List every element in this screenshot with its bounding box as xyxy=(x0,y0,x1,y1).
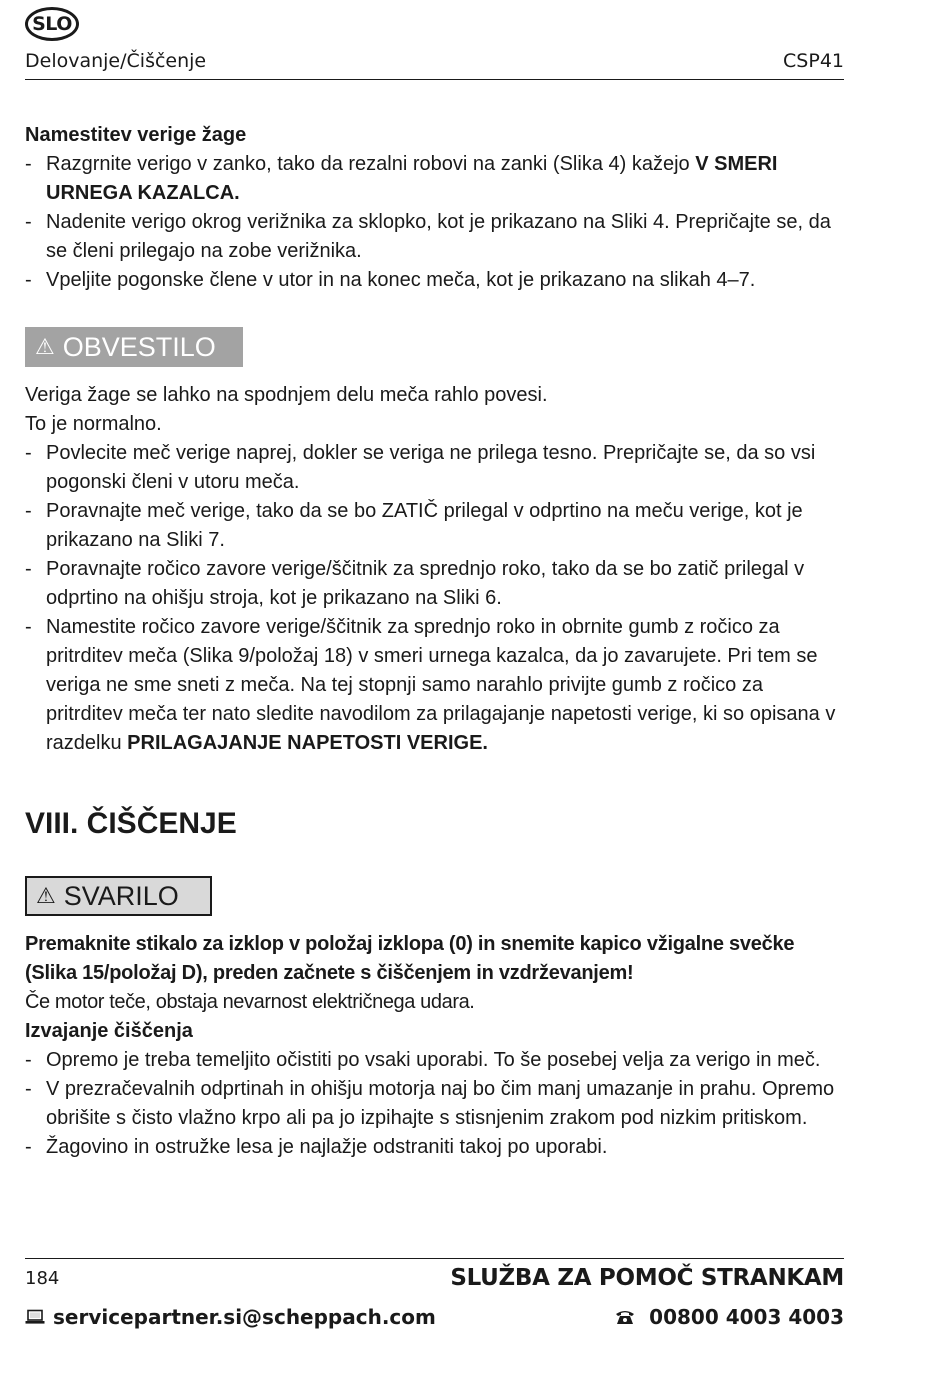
email-link[interactable]: servicepartner.si@scheppach.com xyxy=(53,1305,436,1329)
list-item: - V prezračevalnih odprtinah in ohišju motorja naj bo čim manj umazanje in prahu. Opremo obrišite s čisto vlažno krpo ali pa jo izpihajte s stisnjenim zrakom pod nizkim pritiskom. xyxy=(25,1075,845,1133)
section-label: Delovanje/Čiščenje xyxy=(25,50,207,72)
notice-section xyxy=(25,381,845,758)
list-item-text: Povlecite meč verige naprej, dokler se veriga ne prilega tesno. Prepričajte se, da so vsi pogonski členi v utoru meča. xyxy=(46,442,816,493)
list-item: - Opremo je treba temeljito očistiti po vsaki uporabi. To še posebej velja za verigo in meč. xyxy=(25,1046,845,1075)
list-item-text: Razgrnite verigo v zanko, tako da rezalni robovi na zanki (Slika 4) kažejo xyxy=(46,153,696,175)
list-item-text: Namestite ročico zavore verige/ščitnik za sprednjo roko in obrnite gumb z ročico za pritrditev meča (Slika 9/položaj 18) v smeri urnega kazalca, da jo zavarujete. Pri tem se veriga ne sme sneti z meča. Na tej stopnji samo narahlo privijte gumb z ročico za pritrditev meča ter nato sledite navodilom za prilagajanje napetosti verige, ki so opisana v razdelku xyxy=(46,616,836,754)
list-item-text: Opremo je treba temeljito očistiti po vsaki uporabi. To še posebej velja za verigo in meč. xyxy=(46,1049,821,1071)
phone-row xyxy=(615,1305,844,1329)
list-item: - Povlecite meč verige naprej, dokler se veriga ne prilega tesno. Prepričajte se, da so vsi pogonski členi v utoru meča. xyxy=(25,439,845,497)
list-item: - Žagovino in ostružke lesa je najlažje odstraniti takoj po uporabi. xyxy=(25,1133,845,1162)
notice-line: Veriga žage se lahko na spodnjem delu meča rahlo povesi. xyxy=(25,384,548,406)
section-title: VIII. ČIŠČENJE xyxy=(25,807,237,840)
phone-number[interactable]: 00800 4003 4003 xyxy=(649,1305,844,1329)
list-item-text: Poravnajte ročico zavore verige/ščitnik za sprednjo roko, tako da se bo zatič prilegal v odprtino na ohišju stroja, kot je prikazano na Sliki 6. xyxy=(46,558,805,609)
chain-install-section xyxy=(25,121,845,295)
notice-label: OBVESTILO xyxy=(62,331,216,362)
list-item-text: Vpeljite pogonske člene v utor in na konec meča, kot je prikazano na slikah 4–7. xyxy=(46,269,756,291)
warning-statement: Premaknite stikalo za izklop v položaj izklopa (0) in snemite kapico vžigalne svečke (Slika 15/položaj D), preden začnete s čiščenjem in vzdrževanjem! xyxy=(25,933,795,984)
list-item: - Razgrnite verigo v zanko, tako da rezalni robovi na zanki (Slika 4) kažejo V SMERI URNEGA KAZALCA. xyxy=(25,153,778,204)
footer-divider xyxy=(25,1258,844,1259)
notice-box xyxy=(25,327,243,367)
list-item-emphasis: PRILAGAJANJE NAPETOSTI VERIGE. xyxy=(127,732,488,754)
list-item: - Poravnajte meč verige, tako da se bo ZATIČ prilegal v odprtino na meču verige, kot je prikazano na Sliki 7. xyxy=(25,497,845,555)
list-item: - Poravnajte ročico zavore verige/ščitnik za sprednjo roko, tako da se bo zatič prilegal v odprtino na ohišju stroja, kot je prikazano na Sliki 6. xyxy=(25,555,845,613)
list-item: - Namestite ročico zavore verige/ščitnik za sprednjo roko in obrnite gumb z ročico za pritrditev meča (Slika 9/položaj 18) v smeri urnega kazalca, da jo zavarujete. Pri tem se veriga ne sme sneti z meča. Na tej stopnji samo narahlo privijte gumb z ročico za pritrditev meča ter nato sledite navodilom za prilagajanje napetosti verige, ki so opisana v razdelku PRILAGAJANJE NAPETOSTI VERIGE. xyxy=(25,616,836,754)
email-row xyxy=(25,1305,436,1329)
warning-triangle-icon: ⚠ xyxy=(36,883,56,908)
cleaning-section xyxy=(25,930,845,1162)
warning-text: Če motor teče, obstaja nevarnost električnega udara. xyxy=(25,991,475,1013)
list-item-text: Poravnajte meč verige, tako da se bo ZATIČ prilegal v odprtino na meču verige, kot je prikazano na Sliki 7. xyxy=(46,500,803,551)
list-item-text: Žagovino in ostružke lesa je najlažje odstraniti takoj po uporabi. xyxy=(46,1136,608,1158)
notice-line: To je normalno. xyxy=(25,413,162,435)
list-item-text: V prezračevalnih odprtinah in ohišju motorja naj bo čim manj umazanje in prahu. Opremo obrišite s čisto vlažno krpo ali pa jo izpihajte s stisnjenim zrakom pod nizkim pritiskom. xyxy=(46,1078,835,1129)
telephone-icon xyxy=(615,1309,635,1325)
cleaning-subheading: Izvajanje čiščenja xyxy=(25,1020,193,1042)
warning-triangle-icon: ⚠ xyxy=(35,334,55,359)
service-title: SLUŽBA ZA POMOČ STRANKAM xyxy=(450,1265,844,1291)
list-item: - Vpeljite pogonske člene v utor in na konec meča, kot je prikazano na slikah 4–7. xyxy=(25,266,845,295)
chain-install-heading: Namestitev verige žage xyxy=(25,124,247,146)
list-item: - Nadenite verigo okrog verižnika za sklopko, kot je prikazano na Sliki 4. Prepričajte se, da se členi prilegajo na zobe verižnika. xyxy=(25,208,845,266)
warning-box xyxy=(25,876,212,916)
warning-label: SVARILO xyxy=(63,880,179,911)
header-divider xyxy=(25,79,844,80)
list-item-text: Nadenite verigo okrog verižnika za sklopko, kot je prikazano na Sliki 4. Prepričajte se, da se členi prilegajo na zobe verižnika. xyxy=(46,211,831,262)
list-item-emphasis: V SMERI URNEGA KAZALCA. xyxy=(46,153,778,204)
model-label: CSP41 xyxy=(783,50,844,72)
page-number: 184 xyxy=(25,1268,60,1289)
language-badge: SLO xyxy=(25,7,79,41)
laptop-icon xyxy=(25,1309,45,1325)
